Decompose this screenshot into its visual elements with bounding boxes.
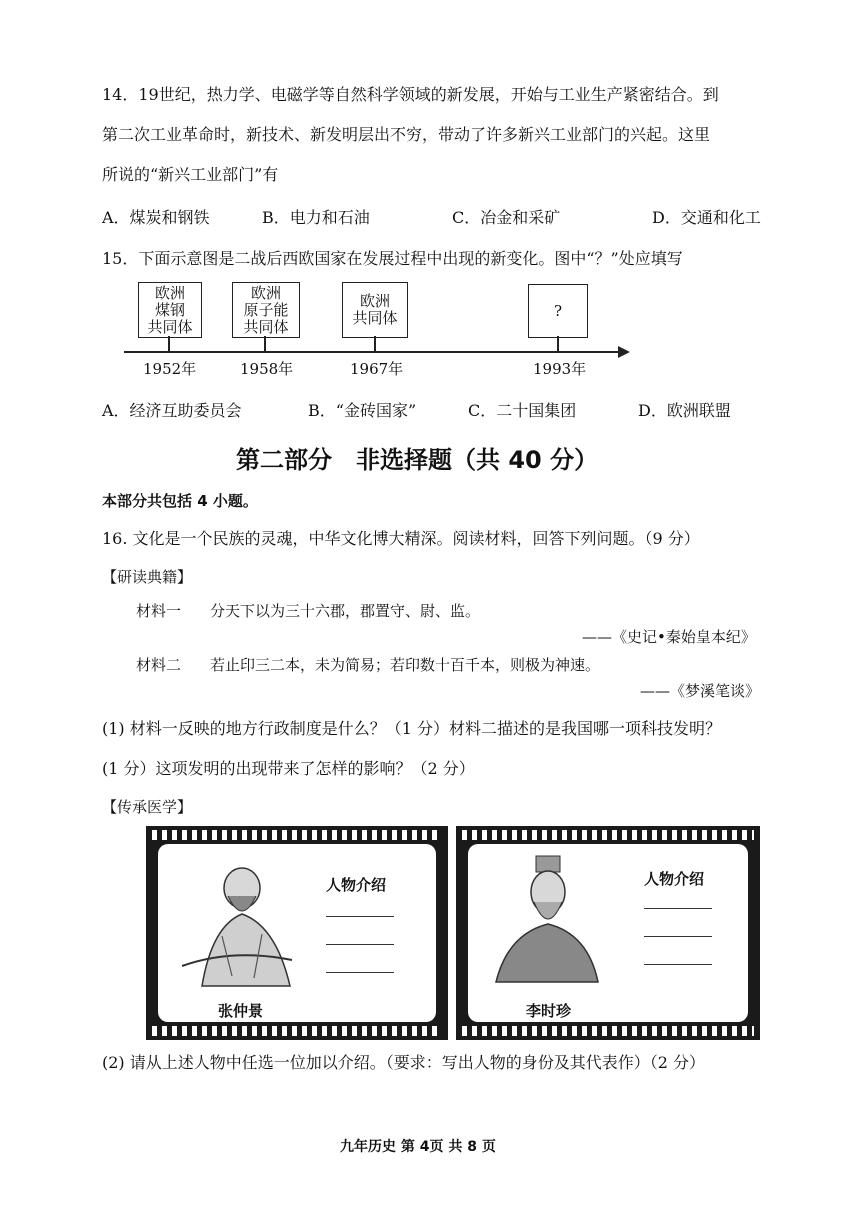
timeline-box-1967 (342, 282, 408, 338)
timeline-box-1993 (528, 284, 588, 338)
answer-line (326, 972, 394, 973)
timeline-box-label: 共同体 (243, 317, 289, 336)
q16-sub1-line2: (1 分）这项发明的出现带来了怎样的影响？（2 分） (102, 759, 475, 778)
intro-title: 人物介绍 (326, 876, 387, 894)
answer-line (644, 908, 712, 909)
answer-line (326, 944, 394, 945)
timeline-year: 1967年 (350, 360, 404, 378)
film-perforation (462, 1026, 754, 1036)
timeline-box-1958 (232, 282, 300, 338)
timeline-tick (557, 336, 559, 351)
timeline-year: 1993年 (533, 360, 587, 378)
q14-line1: 14．19世纪，热力学、电磁学等自然科学领域的新发展，开始与工业生产紧密结合。到 (102, 85, 719, 104)
timeline-box-label: 煤钢 (154, 300, 185, 319)
timeline-tick (168, 336, 170, 351)
material-1-source: ——《史记•秦始皇本纪》 (582, 628, 756, 646)
section-heading-classics: 【研读典籍】 (102, 568, 193, 586)
film-perforation (462, 830, 754, 840)
timeline-box-label: 共同体 (147, 317, 193, 336)
film-card-li-shizhen (456, 826, 760, 1040)
timeline-box-label: 欧洲 (359, 292, 390, 310)
film-card-zhang-zhongjing (146, 826, 448, 1040)
part2-intro: 本部分共包括 4 小题。 (102, 492, 258, 510)
material-2-label: 材料二 (136, 656, 182, 674)
film-frame (158, 844, 436, 1022)
person-name: 张仲景 (218, 1002, 264, 1020)
timeline-box-label: 共同体 (352, 309, 398, 327)
intro-title: 人物介绍 (644, 870, 705, 888)
q14-option-c: C．冶金和采矿 (452, 208, 561, 227)
film-perforation (152, 830, 442, 840)
q15-option-a: A．经济互助委员会 (102, 401, 242, 420)
portrait-li-shizhen-icon (486, 854, 606, 984)
answer-line (326, 916, 394, 917)
q14-option-d: D．交通和化工 (652, 208, 761, 227)
q15-stem: 15．下面示意图是二战后西欧国家在发展过程中出现的新变化。图中“？”处应填写 (102, 249, 683, 268)
film-perforation (152, 1026, 442, 1036)
material-2-source: ——《梦溪笔谈》 (640, 682, 761, 700)
timeline-tick (264, 336, 266, 351)
timeline-year: 1958年 (240, 360, 294, 378)
timeline-box-label: 欧洲 (154, 283, 185, 302)
part2-title: 第二部分 非选择题（共 40 分） (236, 446, 599, 474)
q15-option-c: C．二十国集团 (468, 401, 577, 420)
timeline-tick (374, 336, 376, 351)
person-name: 李时珍 (526, 1002, 572, 1020)
q14-line3: 所说的“新兴工业部门”有 (102, 165, 279, 184)
q14-option-a: A．煤炭和钢铁 (102, 208, 210, 227)
timeline-year: 1952年 (143, 360, 197, 378)
q16-stem: 16. 文化是一个民族的灵魂，中华文化博大精深。阅读材料，回答下列问题。（9 分） (102, 529, 700, 548)
portrait-zhang-zhongjing-icon (172, 856, 312, 990)
q15-option-d: D．欧洲联盟 (638, 401, 731, 420)
film-frame (468, 844, 748, 1022)
material-1-label: 材料一 (136, 602, 182, 620)
timeline-box-label: 欧洲 (250, 283, 281, 302)
timeline-axis (124, 351, 620, 353)
q16-sub1-line1: (1) 材料一反映的地方行政制度是什么？（1 分）材料二描述的是我国哪一项科技发明？ (102, 719, 722, 738)
material-1-text: 分天下以为三十六郡，郡置守、尉、监。 (210, 602, 481, 620)
q15-option-b: B．“金砖国家” (308, 401, 417, 420)
q14-option-b: B．电力和石油 (262, 208, 370, 227)
timeline-box-1952 (138, 282, 202, 338)
timeline-arrow-icon (618, 346, 630, 358)
answer-line (644, 964, 712, 965)
timeline-box-label: 原子能 (243, 300, 289, 319)
q16-sub2: (2) 请从上述人物中任选一位加以介绍。（要求：写出人物的身份及其代表作）（2 分） (102, 1053, 706, 1072)
material-2-text: 若止印三二本，未为简易；若印数十百千本，则极为神速。 (210, 656, 601, 674)
answer-line (644, 936, 712, 937)
page-footer: 九年历史 第 4页 共 8 页 (340, 1139, 496, 1155)
timeline-box-label: ? (553, 301, 563, 320)
q14-line2: 第二次工业革命时，新技术、新发明层出不穷，带动了许多新兴工业部门的兴起。这里 (102, 125, 711, 144)
section-heading-medicine: 【传承医学】 (102, 798, 193, 816)
